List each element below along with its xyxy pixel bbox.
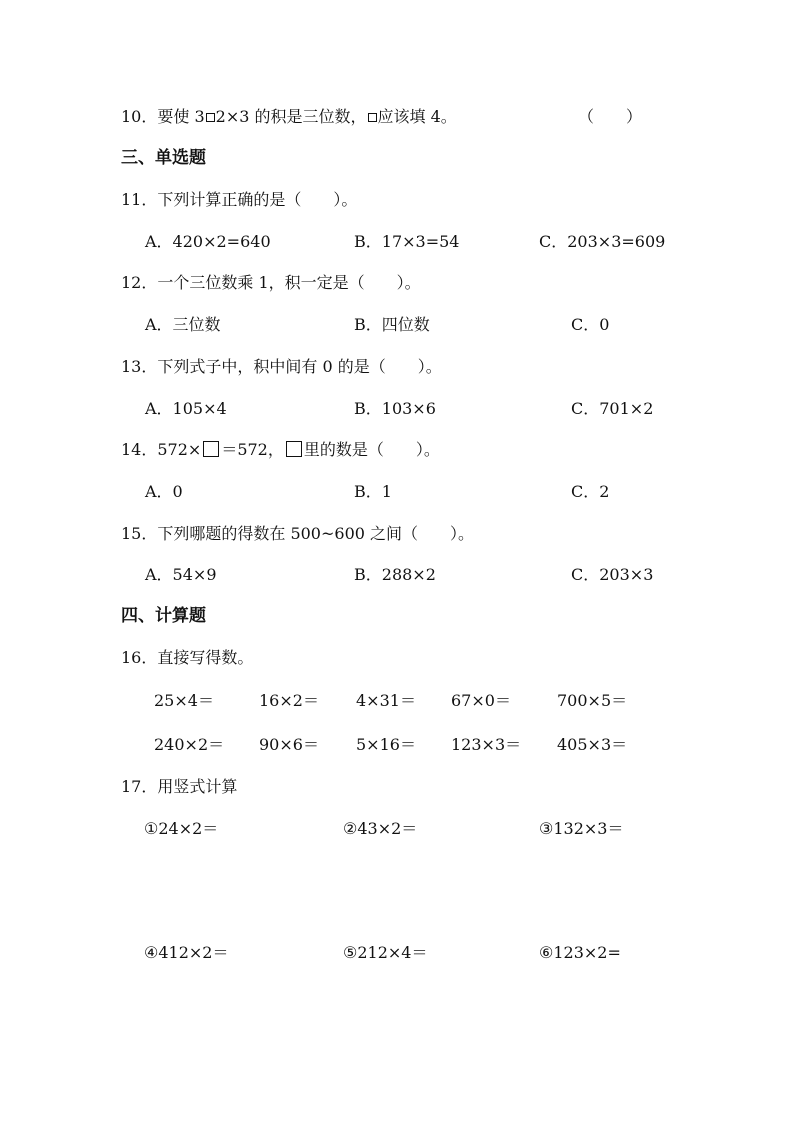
question-10-number: 10． bbox=[121, 107, 158, 126]
mental-math-item: 4×31＝ bbox=[356, 691, 416, 710]
question-12-option-c: C．0 bbox=[571, 315, 610, 334]
section-4-title: 四、计算题 bbox=[121, 606, 206, 626]
question-14-option-b: B．1 bbox=[354, 482, 392, 501]
question-11-option-a: A．420×2=640 bbox=[145, 232, 271, 251]
mental-math-item: 25×4＝ bbox=[154, 691, 214, 710]
mental-math-item: 16×2＝ bbox=[259, 691, 319, 710]
blank-box-icon bbox=[206, 113, 215, 122]
mental-math-item: 405×3＝ bbox=[557, 735, 628, 754]
question-16-stem: 16．直接写得数。 bbox=[121, 648, 254, 667]
question-12-option-b: B．四位数 bbox=[354, 315, 430, 334]
question-15-option-c: C．203×3 bbox=[571, 565, 654, 584]
question-14-text-mid: ＝572， bbox=[221, 440, 284, 459]
answer-box-icon bbox=[286, 441, 302, 457]
question-11-stem: 11．下列计算正确的是（ ）。 bbox=[121, 190, 358, 209]
question-10 bbox=[121, 107, 457, 127]
question-15-stem: 15．下列哪题的得数在 500~600 之间（ ）。 bbox=[121, 524, 475, 543]
question-13-stem: 13．下列式子中，积中间有 0 的是（ ）。 bbox=[121, 357, 442, 376]
vertical-calc-item: ⑤212×4＝ bbox=[343, 943, 428, 962]
question-15-option-a: A．54×9 bbox=[145, 565, 217, 584]
mental-math-item: 123×3＝ bbox=[451, 735, 522, 754]
question-13-option-a: A．105×4 bbox=[145, 399, 227, 418]
question-10-answer-paren: （ ） bbox=[578, 107, 643, 126]
question-14-stem bbox=[121, 440, 440, 460]
mental-math-item: 240×2＝ bbox=[154, 735, 225, 754]
mental-math-item: 90×6＝ bbox=[259, 735, 319, 754]
vertical-calc-item: ①24×2＝ bbox=[144, 819, 219, 838]
question-11-option-c: C．203×3=609 bbox=[539, 232, 666, 251]
question-17-stem: 17．用竖式计算 bbox=[121, 777, 238, 796]
question-14-text-pre: 14．572× bbox=[121, 440, 202, 459]
question-12-option-a: A．三位数 bbox=[145, 315, 221, 334]
question-14-option-c: C．2 bbox=[571, 482, 610, 501]
question-11-option-b: B．17×3=54 bbox=[354, 232, 460, 251]
question-10-text-mid: 2×3 的积是三位数， bbox=[215, 107, 367, 126]
question-15-option-b: B．288×2 bbox=[354, 565, 436, 584]
question-12-stem: 12．一个三位数乘 1，积一定是（ ）。 bbox=[121, 273, 421, 292]
vertical-calc-item: ②43×2＝ bbox=[343, 819, 418, 838]
section-3-title: 三、单选题 bbox=[121, 148, 206, 168]
mental-math-item: 700×5＝ bbox=[557, 691, 628, 710]
vertical-calc-item: ⑥123×2= bbox=[539, 943, 621, 962]
question-10-text-pre: 要使 3 bbox=[157, 107, 205, 126]
question-13-option-b: B．103×6 bbox=[354, 399, 436, 418]
answer-box-icon bbox=[203, 441, 219, 457]
question-14-option-a: A．0 bbox=[145, 482, 183, 501]
question-10-text-post: 应该填 4。 bbox=[377, 107, 457, 126]
blank-box-icon bbox=[368, 113, 377, 122]
vertical-calc-item: ③132×3＝ bbox=[539, 819, 624, 838]
mental-math-item: 5×16＝ bbox=[356, 735, 416, 754]
mental-math-item: 67×0＝ bbox=[451, 691, 511, 710]
question-14-text-post: 里的数是（ ）。 bbox=[303, 440, 440, 459]
vertical-calc-item: ④412×2＝ bbox=[144, 943, 229, 962]
question-13-option-c: C．701×2 bbox=[571, 399, 654, 418]
